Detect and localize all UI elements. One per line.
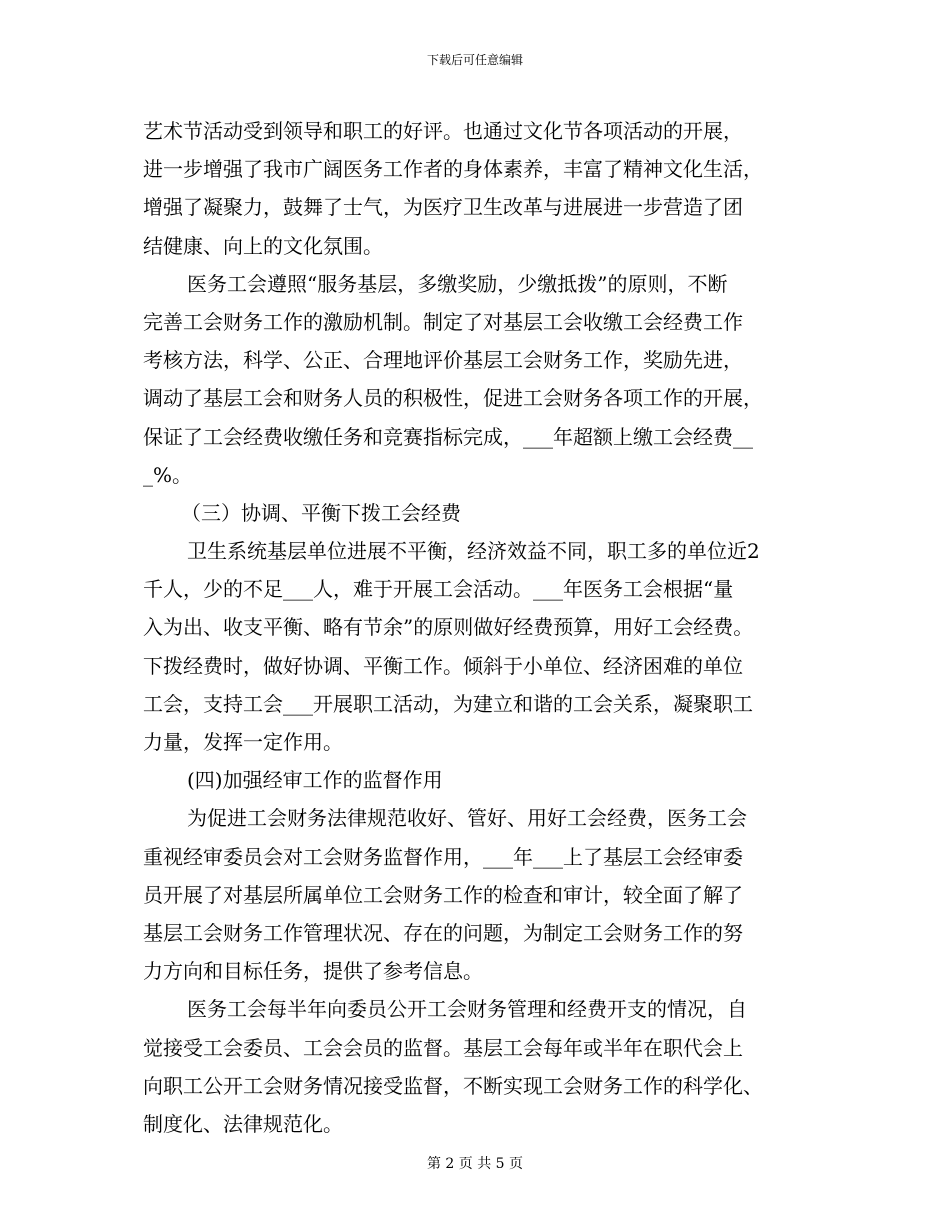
body-line: 制度化、法律规范化。: [143, 1111, 343, 1136]
body-line: 觉接受工会委员、工会会员的监督。基层工会每年或半年在职代会上: [143, 1035, 743, 1060]
body-line: 调动了基层工会和财务人员的积极性，促进工会财务各项工作的开展，: [143, 386, 763, 411]
header-note: 下载后可任意编辑: [426, 53, 523, 67]
body-line: 基层工会财务工作管理状况、存在的问题，为制定工会财务工作的努: [143, 920, 743, 945]
body-line: 下拨经费时，做好协调、平衡工作。倾斜于小单位、经济困难的单位: [143, 653, 743, 678]
body-line: 工会，支持工会___开展职工活动，为建立和谐的工会关系，凝聚职工: [143, 691, 753, 716]
body-line: 千人，少的不足___人，难于开展工会活动。___年医务工会根据“量: [143, 577, 734, 602]
paragraph-first-line: 医务工会每半年向委员公开工会财务管理和经费开支的情况，自: [187, 997, 747, 1022]
body-line: 考核方法，科学、公正、合理地评价基层工会财务工作，奖励先进，: [143, 348, 743, 373]
body-line: 保证了工会经费收缴任务和竞赛指标完成，___年超额上缴工会经费__: [143, 424, 753, 449]
paragraph-first-line: 卫生系统基层单位进展不平衡，经济效益不同，职工多的单位近2: [187, 539, 760, 564]
section-heading: (四)加强经审工作的监督作用: [187, 768, 443, 793]
body-line: 力量，发挥一定作用。: [143, 730, 343, 754]
paragraph-first-line: 医务工会遵照“服务基层，多缴奖励，少缴抵拨”的原则，不断: [187, 271, 728, 296]
page-header: [0, 52, 950, 68]
section-heading: （三）协调、平衡下拨工会经费: [181, 500, 461, 525]
body-line: 重视经审委员会对工会财务监督作用，___年___上了基层工会经审委: [143, 844, 743, 869]
body-line: 结健康、向上的文化氛围。: [143, 233, 383, 258]
body-line: 力方向和目标任务，提供了参考信息。: [143, 959, 483, 984]
body-line: 艺术节活动受到领导和职工的好评。也通过文化节各项活动的开展，: [143, 119, 743, 143]
page-footer: [0, 1155, 950, 1173]
body-line: 入为出、收支平衡、略有节余”的原则做好经费预算，用好工会经费。: [143, 615, 754, 640]
body-line: 员开展了对基层所属单位工会财务工作的检查和审计，较全面了解了: [143, 882, 743, 907]
body-line: 增强了凝聚力，鼓舞了士气，为医疗卫生改革与进展进一步营造了团: [143, 195, 743, 220]
paragraph-first-line: 为促进工会财务法律规范收好、管好、用好工会经费，医务工会: [187, 806, 747, 831]
body-line: 进一步增强了我市广阔医务工作者的身体素养，丰富了精神文化生活，: [143, 157, 763, 182]
page-number: 第 2 页 共 5 页: [426, 1156, 524, 1172]
body-line: 完善工会财务工作的激励机制。制定了对基层工会收缴工会经费工作: [143, 309, 743, 334]
body-line: _%。: [143, 462, 193, 487]
body-line: 向职工公开工会财务情况接受监督，不断实现工会财务工作的科学化、: [143, 1073, 763, 1098]
document-body: [143, 112, 809, 1143]
